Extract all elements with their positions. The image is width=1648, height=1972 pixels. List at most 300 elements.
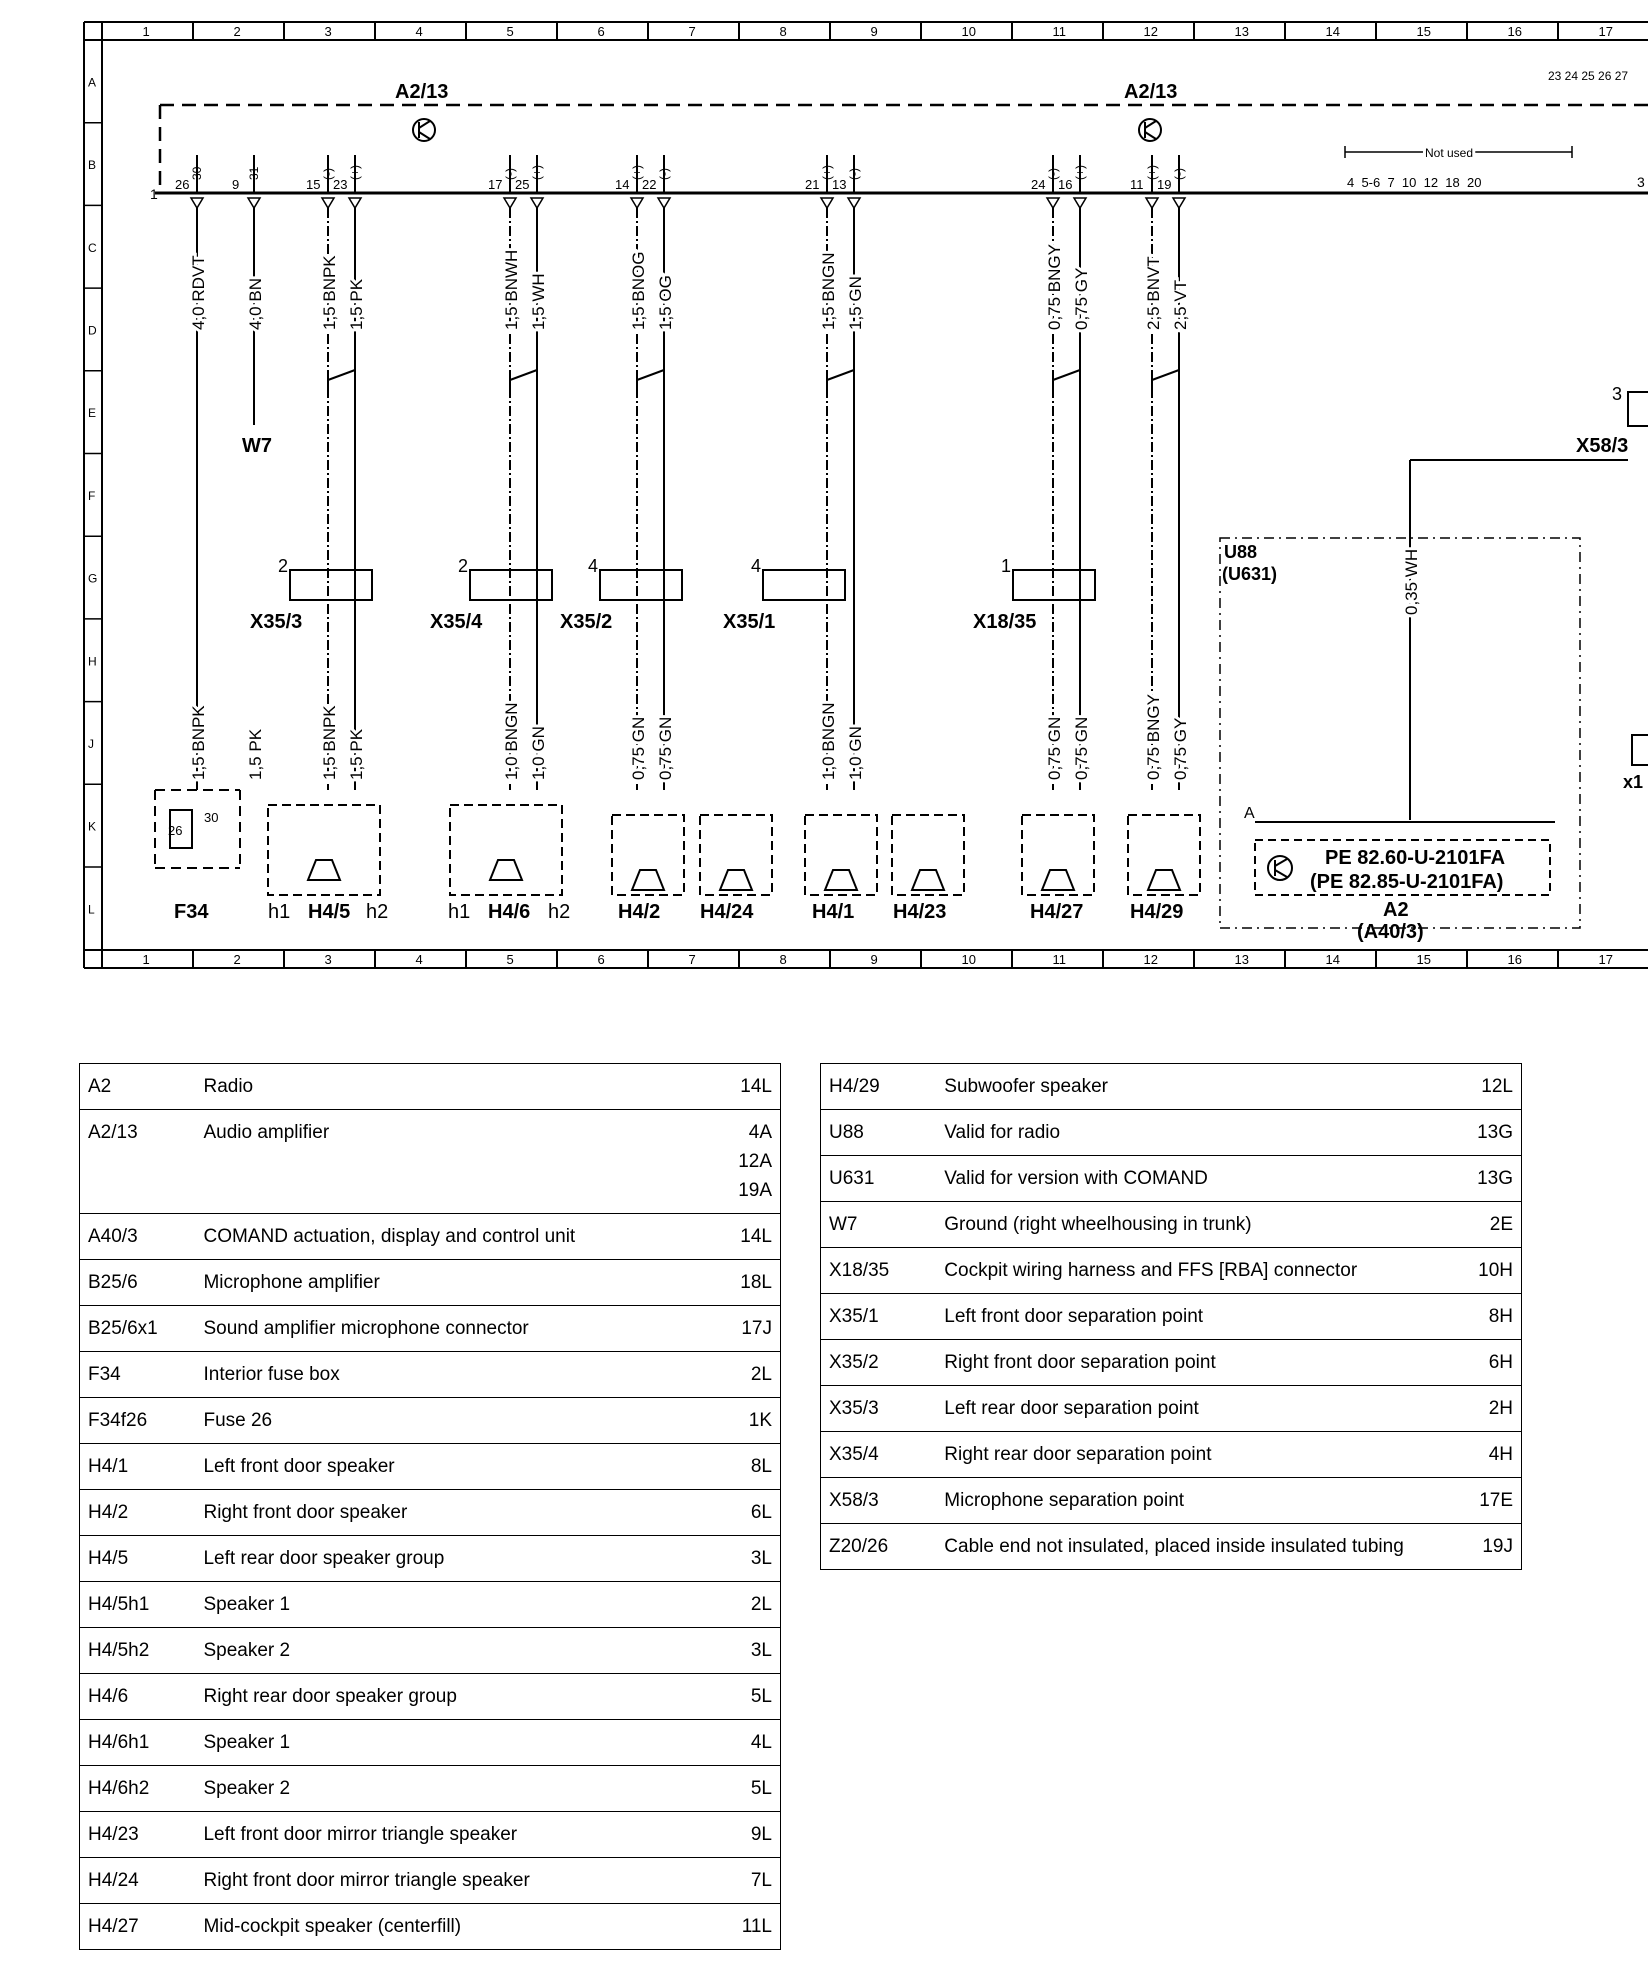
grid-row-labels (88, 75, 97, 916)
component-label: H4/2 (618, 901, 661, 923)
legend-ref: 19J (1465, 1524, 1521, 1570)
fuse-pin: 26 (168, 823, 183, 838)
legend-row (80, 1064, 781, 1110)
wires (197, 208, 1628, 820)
amplifier-pin-term: (-) (1172, 168, 1186, 180)
wire-label-top: 2,5 BNVT (1144, 256, 1163, 330)
grid-row-label: G (88, 571, 98, 586)
connector-pin: 2 (458, 556, 469, 576)
connector-pin: 2 (278, 556, 289, 576)
pin-arrow (1173, 198, 1185, 208)
wire-label-bottom: 1,0 BNGN (502, 702, 521, 780)
wire-label-top: 1,5 BNPK (320, 255, 339, 330)
diagram-frame (84, 22, 1648, 968)
wire-label-top: 1,5 WH (529, 273, 548, 330)
legend-desc: Valid for version with COMAND (936, 1156, 1465, 1202)
grid-column-label: 8 (779, 952, 787, 967)
legend-code: H4/5 (80, 1536, 196, 1582)
grid-column-label: 7 (688, 24, 696, 39)
legend-desc: Microphone amplifier (195, 1260, 724, 1306)
wire-label-bottom: 1,5 PK (347, 728, 366, 780)
legend-desc: Speaker 1 (195, 1582, 724, 1628)
legend-ref: 9L (724, 1812, 780, 1858)
wire-label-bottom: 1,0 GN (846, 726, 865, 780)
right-edge-pin: 3 (1637, 174, 1645, 190)
legend-row (80, 1398, 781, 1444)
grid-column-label: 16 (1507, 24, 1522, 39)
grid-column-label: 11 (1052, 24, 1066, 39)
grid-column-label: 2 (233, 952, 241, 967)
pin-arrow (248, 198, 260, 208)
not-used-pins: 4 5-6 7 10 12 18 20 (1347, 175, 1482, 190)
fuse-term: 30 (204, 810, 219, 825)
legend-code: H4/1 (80, 1444, 196, 1490)
legend-ref: 6L (724, 1490, 780, 1536)
grid-column-label: 17 (1598, 24, 1613, 39)
mic-connector-pin: 3 (1612, 384, 1623, 404)
amplifier-pin-number: 19 (1157, 177, 1172, 192)
grid-row-label: L (88, 902, 95, 917)
speaker-icon (825, 870, 857, 890)
legend-row (80, 1352, 781, 1398)
legend-desc: Mid-cockpit speaker (centerfill) (195, 1904, 724, 1950)
x1-label: x1 (1623, 772, 1644, 792)
wire-label-bottom: 1,0 GN (529, 726, 548, 780)
speaker-icon (490, 860, 522, 880)
legend-desc: Right front door mirror triangle speaker (195, 1858, 724, 1904)
amplifier-pin-number: 22 (642, 177, 657, 192)
component-label: H4/27 (1030, 901, 1084, 923)
wire-label-top: 0,75 GY (1072, 267, 1091, 330)
grid-column-label: 3 (324, 24, 332, 39)
legend-row (821, 1478, 1522, 1524)
legend-code: F34 (80, 1352, 196, 1398)
legend-row (821, 1064, 1522, 1110)
legend-ref: 14L (724, 1064, 780, 1110)
legend-ref: 2L (724, 1582, 780, 1628)
grid-row-label: C (88, 240, 97, 255)
radio-ref-2: (PE 82.85-U-2101FA) (1310, 871, 1504, 893)
grid-row-label: E (88, 406, 97, 421)
transistor-icon (413, 119, 435, 141)
component-label: h1 (448, 901, 471, 923)
legend-row (821, 1202, 1522, 1248)
legend-row (80, 1582, 781, 1628)
grid-column-label: 15 (1416, 24, 1431, 39)
grid-column-label: 13 (1234, 952, 1249, 967)
grid-column-label: 9 (870, 24, 878, 39)
legend-code: U631 (821, 1156, 937, 1202)
amplifier-pin-number: 21 (805, 177, 820, 192)
connector-label: X35/3 (250, 611, 303, 633)
amplifier-pin-number: 9 (232, 177, 240, 192)
speaker-housing (268, 805, 380, 895)
component-label: H4/24 (700, 901, 754, 923)
grid-column-label: 5 (506, 952, 514, 967)
connectors (250, 556, 1095, 633)
grid-row-label: J (88, 736, 94, 751)
legend-ref: 2L (724, 1352, 780, 1398)
grid-column-labels-bottom (143, 952, 1613, 967)
connector-label: X18/35 (973, 611, 1037, 633)
legend-row (80, 1766, 781, 1812)
legend-desc: COMAND actuation, display and control unit (195, 1214, 724, 1260)
grid-row-label: H (88, 654, 97, 669)
wire-labels (189, 244, 1421, 780)
component-label: H4/23 (893, 901, 947, 923)
grid-column-label: 2 (233, 24, 241, 39)
wire-label-bottom: 1,5 BNPK (189, 705, 208, 780)
legend-row (80, 1720, 781, 1766)
ground-label: W7 (242, 435, 272, 457)
legend-row (80, 1306, 781, 1352)
twist-mark (827, 360, 854, 395)
legend-desc: Left front door separation point (936, 1294, 1465, 1340)
mic-wire (1410, 460, 1628, 820)
legend-desc: Right front door speaker (195, 1490, 724, 1536)
legend-row (821, 1524, 1522, 1570)
wire-label-bottom: 1,5 PK (246, 728, 265, 780)
twist-mark (1152, 360, 1179, 395)
twist-mark (1053, 360, 1080, 395)
grid-column-label: 6 (597, 952, 605, 967)
wire-label-top: 1,5 BNOG (629, 251, 648, 330)
amplifier-pin-term: (+) (630, 165, 644, 180)
component-label: h1 (268, 901, 291, 923)
legend-ref: 2H (1465, 1386, 1521, 1432)
grid-column-label: 7 (688, 952, 696, 967)
legend-desc: Left front door mirror triangle speaker (195, 1812, 724, 1858)
wire-label-top: 1,5 BNWH (502, 249, 521, 330)
legend-code: H4/23 (80, 1812, 196, 1858)
grid-column-label: 5 (506, 24, 514, 39)
grid-column-label: 17 (1598, 952, 1613, 967)
legend-row (80, 1812, 781, 1858)
legend-row (80, 1904, 781, 1950)
connector-housing (600, 570, 682, 600)
wire-label-top: 2,5 VT (1171, 279, 1190, 330)
legend-code: Z20/26 (821, 1524, 937, 1570)
x1-connector (1632, 735, 1648, 765)
legend-desc: Left rear door speaker group (195, 1536, 724, 1582)
speaker-housing (805, 815, 877, 895)
radio-sub-label: (A40/3) (1357, 921, 1424, 943)
legend-ref: 11L (724, 1904, 780, 1950)
amplifier-pin-number: 11 (1130, 177, 1144, 192)
amplifier-pins (175, 155, 1186, 208)
legend-row (80, 1214, 781, 1260)
legend-row (80, 1536, 781, 1582)
pin-arrow (191, 198, 203, 208)
legend-code: A2/13 (80, 1110, 196, 1214)
legend-code: B25/6x1 (80, 1306, 196, 1352)
legend-code: X18/35 (821, 1248, 937, 1294)
legend-code: H4/6h1 (80, 1720, 196, 1766)
component-label: H4/5 (308, 901, 351, 923)
amplifier-pin-term: 31 (247, 166, 261, 180)
wire-label-bottom: 0,75 GY (1171, 717, 1190, 780)
amplifier-label-left: A2/13 (395, 81, 449, 103)
connector-pin: 1 (1001, 556, 1012, 576)
grid-column-label: 4 (415, 952, 423, 967)
wire-label-top: 1,5 BNGN (819, 252, 838, 330)
amplifier-pin-number: 14 (615, 177, 630, 192)
grid-column-label: 14 (1325, 952, 1340, 967)
legend-desc: Subwoofer speaker (936, 1064, 1465, 1110)
amplifier-pin-number: 25 (515, 177, 530, 192)
legend-code: X35/1 (821, 1294, 937, 1340)
legend-desc: Right rear door speaker group (195, 1674, 724, 1720)
wire-label-bottom: 0,75 GN (656, 716, 675, 780)
legend-row (80, 1444, 781, 1490)
legend-code: X35/4 (821, 1432, 937, 1478)
wire-label-top: 1,5 OG (656, 275, 675, 330)
connector-pin: 4 (751, 556, 762, 576)
legend-desc: Sound amplifier microphone connector (195, 1306, 724, 1352)
legend-desc: Left rear door separation point (936, 1386, 1465, 1432)
connector-housing (290, 570, 372, 600)
connector-label: X35/2 (560, 611, 613, 633)
legend-row (80, 1110, 781, 1214)
amplifier-pin-term: (+) (1073, 165, 1087, 180)
u631-label: (U631) (1222, 564, 1278, 584)
amplifier-pin-term: (-) (657, 168, 671, 180)
legend-row (821, 1340, 1522, 1386)
grid-column-label: 10 (961, 24, 976, 39)
legend-code: W7 (821, 1202, 937, 1248)
legend-code: H4/6h2 (80, 1766, 196, 1812)
grid-column-label: 16 (1507, 952, 1522, 967)
grid-row-label: F (88, 488, 96, 503)
mic-connector (1628, 392, 1648, 426)
components (268, 805, 1200, 923)
amplifier-pin-number: 23 (333, 177, 348, 192)
amplifier-pin-term: (-) (847, 168, 861, 180)
pin-arrow (658, 198, 670, 208)
legend-ref: 1K (724, 1398, 780, 1444)
legend-code: X35/3 (821, 1386, 937, 1432)
pin-arrow (1074, 198, 1086, 208)
wire-label-bottom: 0,75 GN (1072, 716, 1091, 780)
twist-mark (637, 360, 664, 395)
legend-row (80, 1628, 781, 1674)
amplifier-pin-number: 15 (306, 177, 321, 192)
grid-row-label: A (88, 75, 97, 90)
amplifier-pin-number: 16 (1058, 177, 1073, 192)
speaker-icon (1148, 870, 1180, 890)
connector-label: X35/4 (430, 611, 483, 633)
amplifier-pin-term: (-) (503, 168, 517, 180)
legend-ref: 4A 12A 19A (724, 1110, 780, 1214)
pin-arrow (1146, 198, 1158, 208)
speaker-icon (912, 870, 944, 890)
wire-label-top: 4,0 RDVT (189, 255, 208, 330)
legend-desc: Cable end not insulated, placed inside insulated tubing (936, 1524, 1465, 1570)
legend-ref: 13G (1465, 1110, 1521, 1156)
wire-label-bottom: 1,5 BNPK (320, 705, 339, 780)
legend-code: F34f26 (80, 1398, 196, 1444)
pin-numbers-top-right: 23 24 25 26 27 (1548, 69, 1629, 83)
speaker-icon (720, 870, 752, 890)
legend-ref: 5L (724, 1674, 780, 1720)
legend-ref: 17J (724, 1306, 780, 1352)
wire-label-top: 0,75 BNGY (1045, 244, 1064, 330)
transistor-icon (1139, 119, 1161, 141)
amplifier-pin-term: (+) (820, 165, 834, 180)
legend-desc: Radio (195, 1064, 724, 1110)
grid-column-label: 6 (597, 24, 605, 39)
wire-label-bottom: 0,75 GN (1045, 716, 1064, 780)
legend-row (821, 1110, 1522, 1156)
speaker-icon (308, 860, 340, 880)
grid-column-label: 10 (961, 952, 976, 967)
legend-ref: 2E (1465, 1202, 1521, 1248)
grid-column-label: 1 (142, 24, 150, 39)
speaker-housing (700, 815, 772, 895)
component-label: h2 (366, 901, 389, 923)
grid-column-label: 13 (1234, 24, 1249, 39)
speaker-housing (1128, 815, 1200, 895)
legend-ref: 18L (724, 1260, 780, 1306)
legend-ref: 4L (724, 1720, 780, 1766)
speaker-housing (1022, 815, 1094, 895)
legend-desc: Interior fuse box (195, 1352, 724, 1398)
radio-label: A2 (1383, 899, 1409, 921)
legend-ref: 5L (724, 1766, 780, 1812)
legend-code: U88 (821, 1110, 937, 1156)
mic-wire-label: 0,35 WH (1402, 548, 1421, 615)
pin-arrow (531, 198, 543, 208)
amplifier-label-right: A2/13 (1124, 81, 1178, 103)
pin-arrow (504, 198, 516, 208)
amplifier-pin-number: 24 (1031, 177, 1046, 192)
pin-arrow (349, 198, 361, 208)
bus-pin-1: 1 (150, 186, 158, 202)
legend-row (80, 1260, 781, 1306)
grid-column-labels-top (143, 24, 1613, 39)
amplifier-pin-number: 26 (175, 177, 190, 192)
component-label: H4/29 (1130, 901, 1184, 923)
amplifier-pin-term: 30 (190, 166, 204, 180)
legend-desc: Ground (right wheelhousing in trunk) (936, 1202, 1465, 1248)
legend-code: H4/5h1 (80, 1582, 196, 1628)
legend-row (80, 1674, 781, 1720)
grid-row-label: K (88, 819, 97, 834)
legend-row (821, 1156, 1522, 1202)
legend-desc: Right rear door separation point (936, 1432, 1465, 1478)
legend-table-left (79, 1063, 781, 1950)
legend-ref: 8L (724, 1444, 780, 1490)
connector-label: X35/1 (723, 611, 776, 633)
legend-desc: Fuse 26 (195, 1398, 724, 1444)
grid-column-label: 14 (1325, 24, 1340, 39)
pin-arrow (631, 198, 643, 208)
grid-column-label: 8 (779, 24, 787, 39)
pin-arrow (848, 198, 860, 208)
legend-table-right (820, 1063, 1522, 1570)
legend-ref: 7L (724, 1858, 780, 1904)
grid-column-ticks (102, 22, 1558, 968)
radio-pin-a: A (1244, 805, 1255, 822)
amplifier-pin-term: (+) (1145, 165, 1159, 180)
legend-desc: Left front door speaker (195, 1444, 724, 1490)
legend-row (821, 1432, 1522, 1478)
legend-row (821, 1248, 1522, 1294)
pin-arrow (1047, 198, 1059, 208)
connector-housing (763, 570, 845, 600)
wire-label-top: 1,5 GN (846, 276, 865, 330)
fuse-label: F34 (174, 901, 209, 923)
legend-row (80, 1858, 781, 1904)
legend-desc: Audio amplifier (195, 1110, 724, 1214)
legend-row (821, 1294, 1522, 1340)
legend-ref: 8H (1465, 1294, 1521, 1340)
grid-row-label: D (88, 323, 97, 338)
grid-column-label: 12 (1143, 24, 1158, 39)
legend-code: A2 (80, 1064, 196, 1110)
legend-row (80, 1490, 781, 1536)
grid-column-label: 3 (324, 952, 332, 967)
speaker-icon (1042, 870, 1074, 890)
wire-label-bottom: 0,75 GN (629, 716, 648, 780)
u88-label: U88 (1224, 542, 1258, 562)
legend-row (821, 1386, 1522, 1432)
legend-code: H4/2 (80, 1490, 196, 1536)
legend-code: H4/5h2 (80, 1628, 196, 1674)
legend-ref: 3L (724, 1628, 780, 1674)
legend-code: H4/24 (80, 1858, 196, 1904)
legend-code: X35/2 (821, 1340, 937, 1386)
speaker-icon (632, 870, 664, 890)
radio-ref-1: PE 82.60-U-2101FA (1325, 847, 1506, 869)
connector-pin: 4 (588, 556, 599, 576)
legend-desc: Speaker 2 (195, 1766, 724, 1812)
legend-ref: 13G (1465, 1156, 1521, 1202)
not-used-label: Not used (1425, 146, 1474, 160)
legend-ref: 3L (724, 1536, 780, 1582)
wire-label-bottom: 1,0 BNGN (819, 702, 838, 780)
legend-ref: 10H (1465, 1248, 1521, 1294)
legend-ref: 14L (724, 1214, 780, 1260)
component-label: h2 (548, 901, 571, 923)
grid-column-label: 9 (870, 952, 878, 967)
legend-code: H4/29 (821, 1064, 937, 1110)
pin-arrow (821, 198, 833, 208)
amplifier-pin-term: (+) (530, 165, 544, 180)
grid-row-label: B (88, 158, 97, 173)
legend-code: B25/6 (80, 1260, 196, 1306)
legend-ref: 12L (1465, 1064, 1521, 1110)
speaker-housing (450, 805, 562, 895)
legend-desc: Cockpit wiring harness and FFS [RBA] connector (936, 1248, 1465, 1294)
legend-ref: 4H (1465, 1432, 1521, 1478)
component-label: H4/6 (488, 901, 531, 923)
legend-desc: Speaker 2 (195, 1628, 724, 1674)
legend-desc: Valid for radio (936, 1110, 1465, 1156)
pin-arrow (322, 198, 334, 208)
legend-ref: 17E (1465, 1478, 1521, 1524)
wire-label-top: 1,5 PK (347, 278, 366, 330)
wire-label-top: 4,0 BN (246, 278, 265, 330)
legend-ref: 6H (1465, 1340, 1521, 1386)
amplifier-pin-number: 17 (488, 177, 503, 192)
grid-column-label: 1 (142, 952, 150, 967)
wire-label-bottom: 0,75 BNGY (1144, 694, 1163, 780)
speaker-housing (892, 815, 964, 895)
grid-column-label: 11 (1052, 952, 1066, 967)
grid-column-label: 15 (1416, 952, 1431, 967)
amplifier-pin-term: (-) (321, 168, 335, 180)
